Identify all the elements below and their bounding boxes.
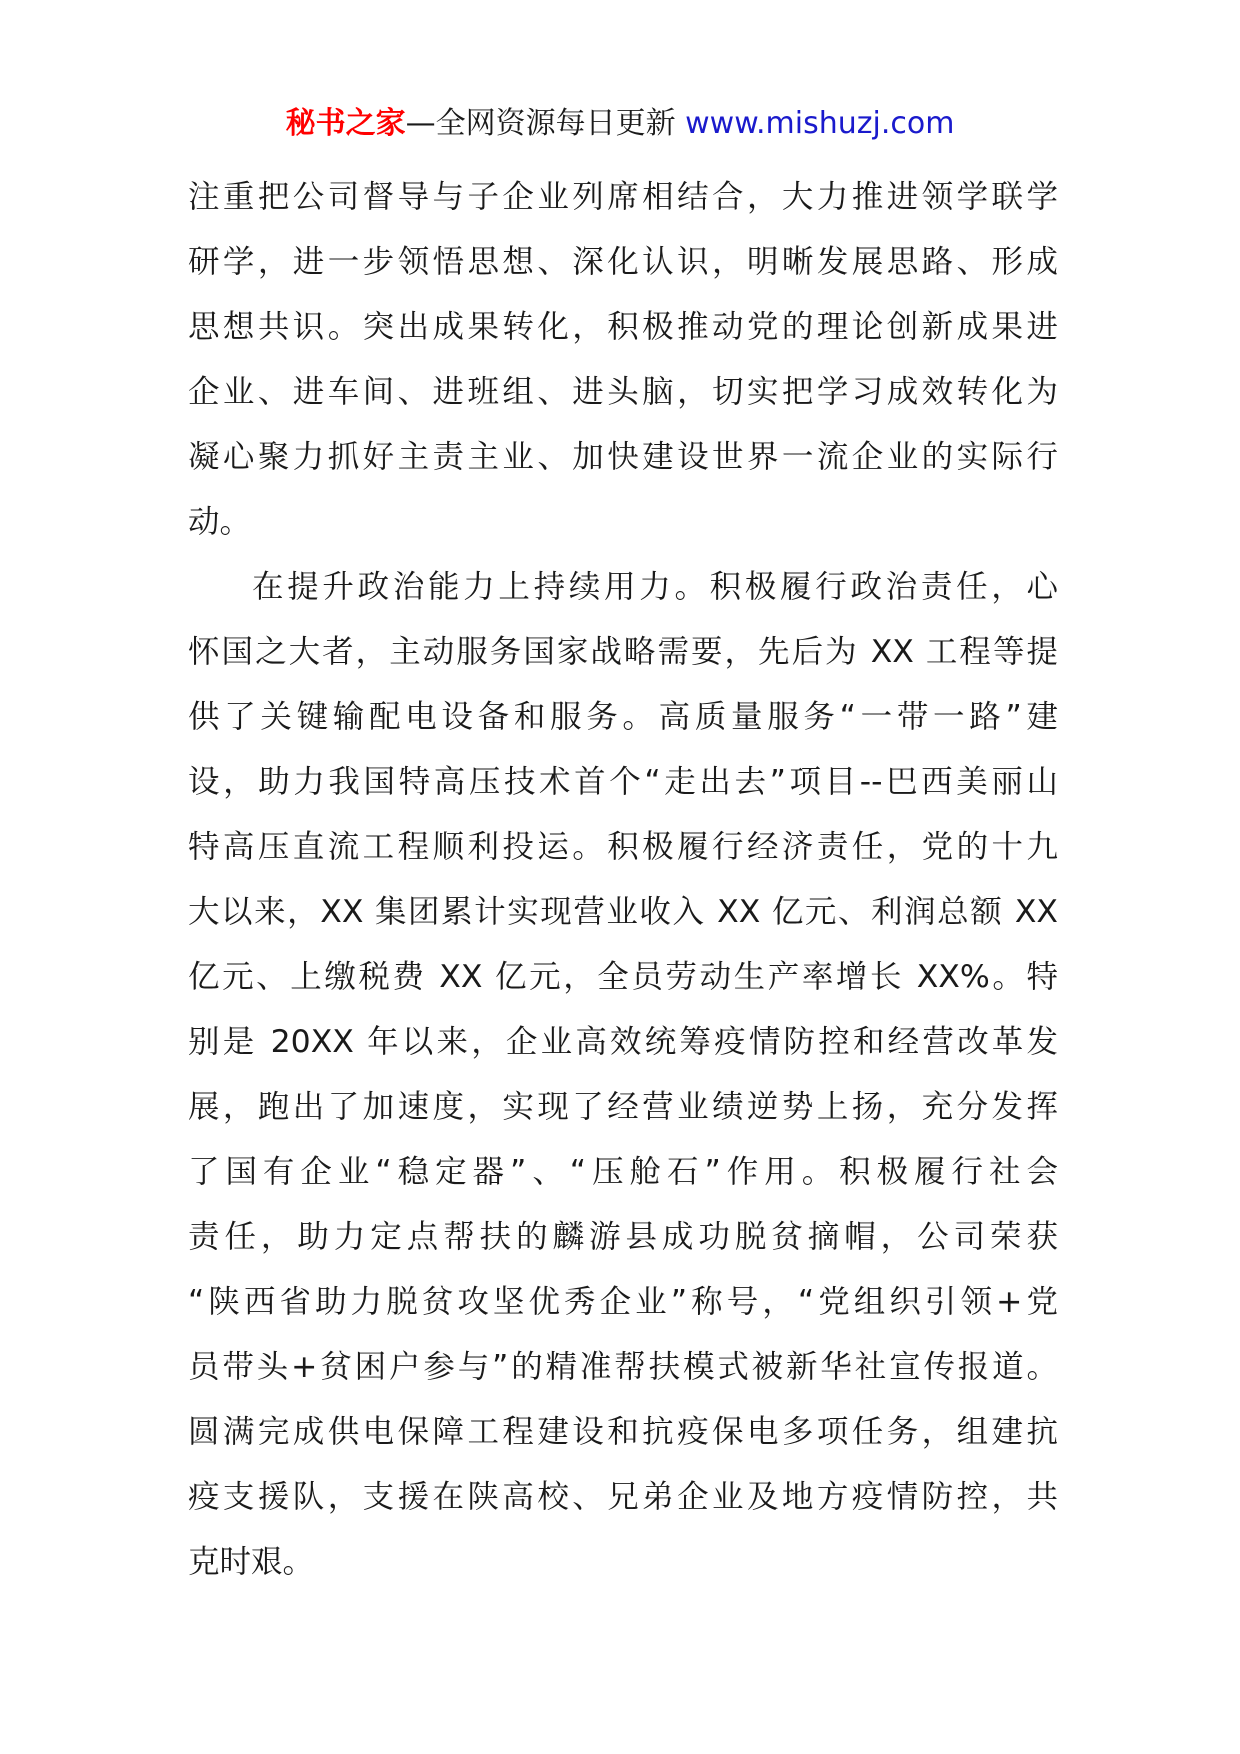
page-header — [0, 102, 1240, 146]
text-line: 特高压直流工程顺利投运。积极履行经济责任，党的十九 — [188, 829, 1058, 865]
text-line: 凝心聚力抓好主责主业、加快建设世界一流企业的实际行 — [188, 439, 1058, 475]
brand-name: 秘书之家 — [285, 106, 406, 141]
text-line: 怀国之大者，主动服务国家战略需要，先后为 XX 工程等提 — [188, 634, 1058, 670]
text-line: 圆满完成供电保障工程建设和抗疫保电多项任务，组建抗 — [188, 1414, 1058, 1450]
text-line: 别是 20XX 年以来，企业高效统筹疫情防控和经营改革发 — [188, 1024, 1058, 1060]
text-line: 思想共识。突出成果转化，积极推动党的理论创新成果进 — [188, 309, 1058, 345]
text-line: 大以来，XX 集团累计实现营业收入 XX 亿元、利润总额 XX — [188, 894, 1058, 930]
text-line: 企业、进车间、进班组、进头脑，切实把学习成效转化为 — [188, 374, 1058, 410]
paragraph-end-line: 动。 — [188, 504, 252, 540]
text-line: “陕西省助力脱贫攻坚优秀企业”称号，“党组织引领+党 — [188, 1284, 1058, 1320]
text-line: 责任，助力定点帮扶的麟游县成功脱贫摘帽，公司荣获 — [188, 1219, 1058, 1255]
text-line: 研学，进一步领悟思想、深化认识，明晰发展思路、形成 — [188, 244, 1058, 280]
text-line: 员带头+贫困户参与”的精准帮扶模式被新华社宣传报道。 — [188, 1349, 1058, 1385]
text-line: 设，助力我国特高压技术首个“走出去”项目--巴西美丽山 — [188, 764, 1058, 800]
paragraph-first-line: 在提升政治能力上持续用力。积极履行政治责任，心 — [252, 569, 1058, 605]
text-line: 注重把公司督导与子企业列席相结合，大力推进领学联学 — [188, 179, 1058, 215]
text-line: 展，跑出了加速度，实现了经营业绩逆势上扬，充分发挥 — [188, 1089, 1058, 1125]
text-line: 供了关键输配电设备和服务。高质量服务“一带一路”建 — [188, 699, 1058, 735]
header-tagline: —全网资源每日更新 — [405, 106, 676, 141]
text-line: 疫支援队，支援在陕高校、兄弟企业及地方疫情防控，共 — [188, 1479, 1058, 1515]
text-line: 亿元、上缴税费 XX 亿元，全员劳动生产率增长 XX%。特 — [188, 959, 1058, 995]
document-body — [188, 165, 1058, 1595]
website-url[interactable]: www.mishuzj.com — [685, 106, 955, 141]
text-line: 了国有企业“稳定器”、“压舱石”作用。积极履行社会 — [188, 1154, 1058, 1190]
paragraph-end-line: 克时艰。 — [188, 1544, 315, 1580]
